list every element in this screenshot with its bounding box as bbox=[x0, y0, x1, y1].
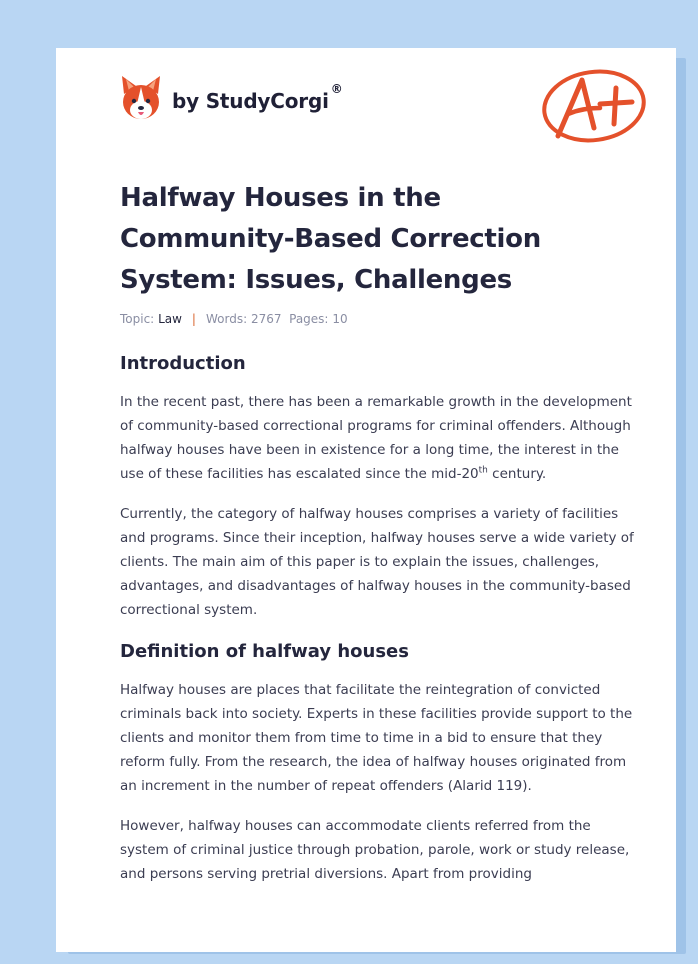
meta-separator: | bbox=[191, 312, 196, 326]
paragraph: In the recent past, there has been a remarkable growth in the development of community-based correctional programs for criminal offenders. Although halfway houses have been in existence for a long time, the interest in the use of these facilities has escalated since the mid-20th century. bbox=[120, 394, 632, 482]
document-title: Halfway Houses in the Community-Based Correction System: Issues, Challenges bbox=[120, 183, 541, 295]
document-page bbox=[56, 48, 676, 952]
document-meta bbox=[120, 312, 348, 326]
pages-label: Pages: bbox=[289, 312, 329, 326]
registered-mark: ® bbox=[330, 82, 343, 96]
paragraph: Currently, the category of halfway houses comprises a variety of facilities and programs. Since their inception, halfway houses serve a wide variety of clients. The main aim of this paper is to explain the issues, challenges, advantages, and disadvantages of halfway houses in the community-based correctional system. bbox=[120, 506, 634, 618]
studycorgi-logo[interactable] bbox=[120, 74, 343, 122]
corgi-icon bbox=[120, 74, 162, 122]
section-heading: Introduction bbox=[120, 353, 246, 374]
section-heading: Definition of halfway houses bbox=[120, 641, 409, 662]
pages-value: 10 bbox=[332, 312, 348, 326]
words-label: Words: bbox=[205, 312, 248, 326]
paragraph: However, halfway houses can accommodate clients referred from the system of criminal justice through probation, parole, work or study release, and persons serving pretrial diversions. Apart from providing bbox=[120, 818, 630, 882]
topic-label: Topic: bbox=[120, 312, 155, 326]
a-plus-grade-icon bbox=[536, 58, 656, 148]
words-value: 2767 bbox=[250, 312, 282, 326]
topic-link[interactable]: Law bbox=[158, 312, 182, 326]
brand-name: by StudyCorgi bbox=[172, 89, 329, 113]
document-body bbox=[120, 350, 640, 902]
paragraph: Halfway houses are places that facilitate the reintegration of convicted criminals back into society. Experts in these facilities provide support to the clients and monitor them from time to time in a bid to ensure that they reform fully. From the research, the idea of halfway houses originated from an increment in the number of repeat offenders (Alarid 119). bbox=[120, 682, 633, 794]
